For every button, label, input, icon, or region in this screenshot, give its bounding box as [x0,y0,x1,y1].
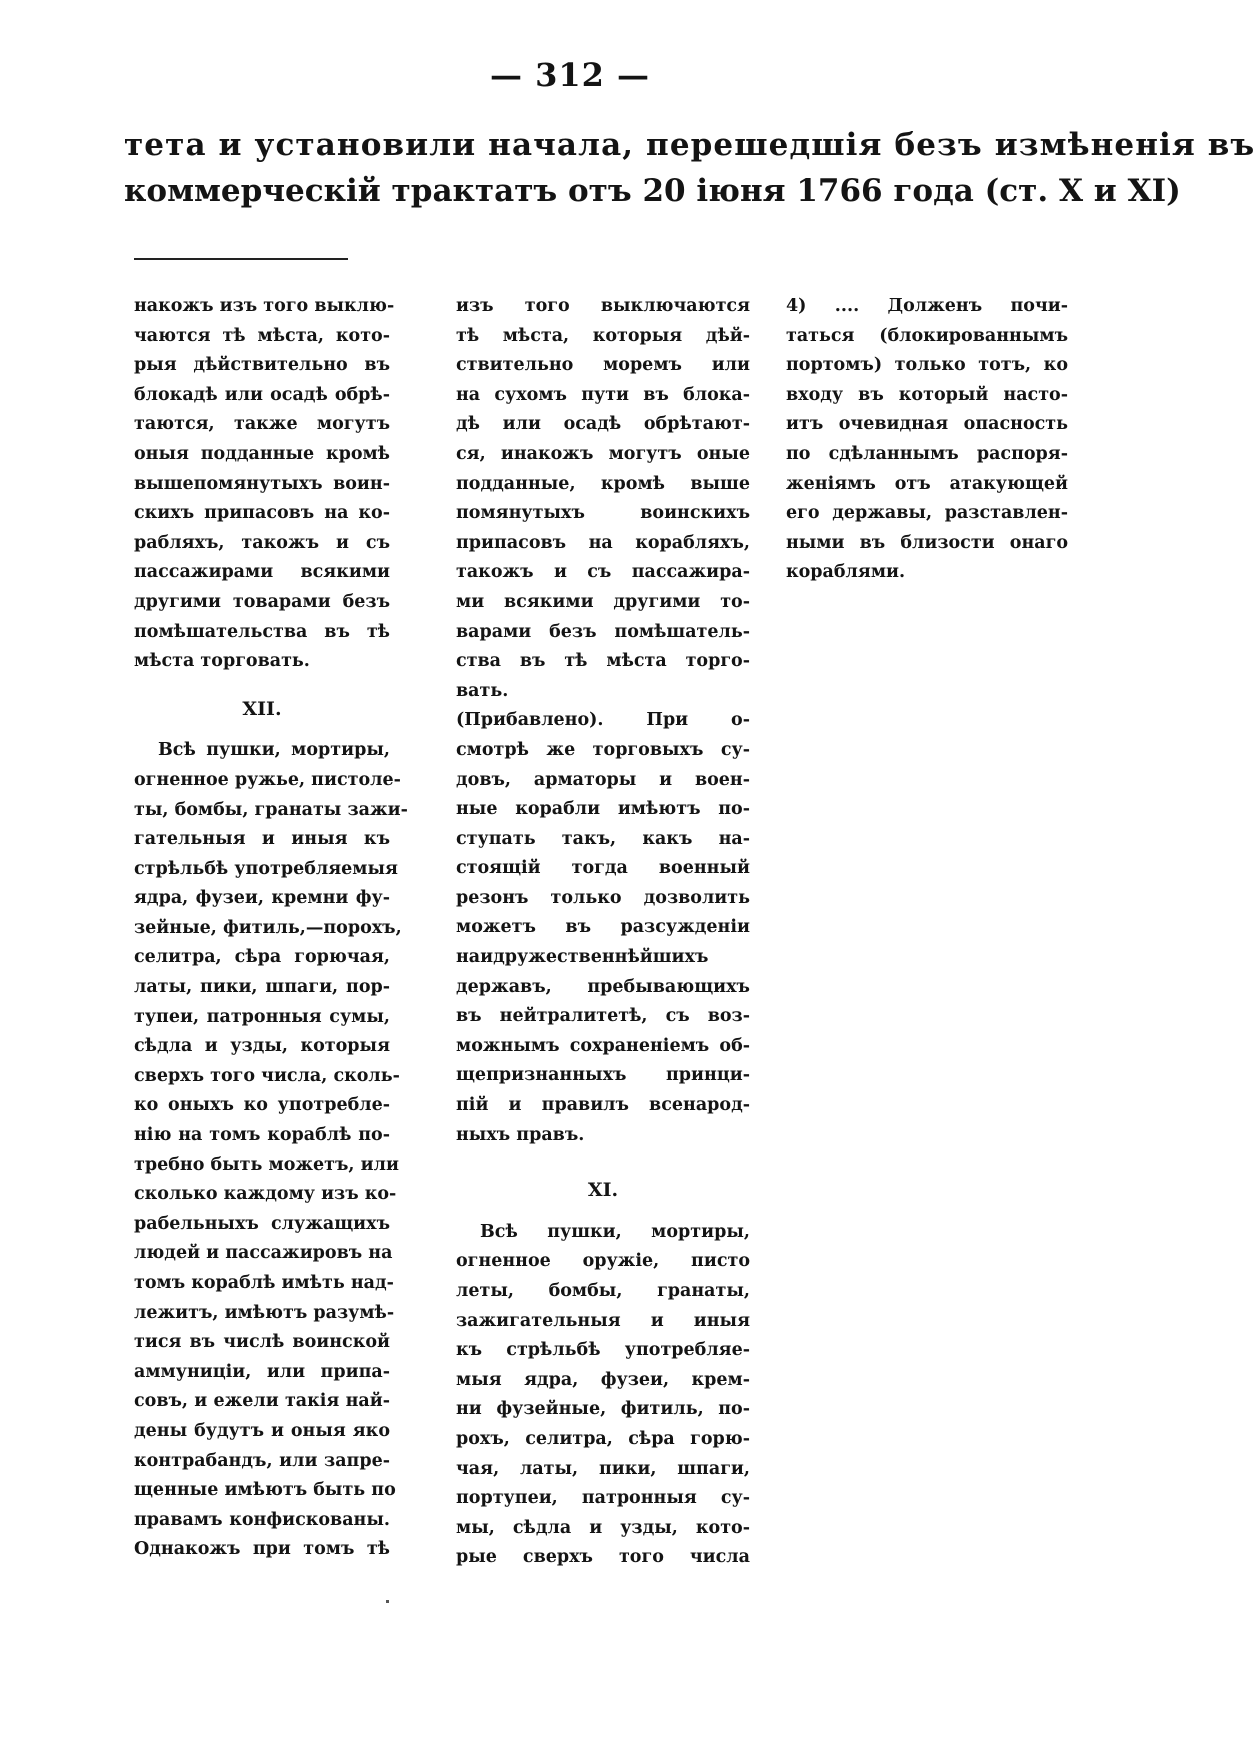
text-line: ты, бомбы, гранаты зажи- [134,799,408,820]
text-line: резонъ только дозволить [456,887,750,908]
text-line: помѣшательства въ тѣ [134,621,390,642]
text-line: леты, бомбы, гранаты, [456,1281,750,1301]
text-line: чая, латы, пики, шпаги, [456,1458,750,1479]
text-line: его державы, разставлен- [786,503,1068,524]
column-right-footnote [786,292,1068,588]
text-line: варами безъ помѣшатель- [456,621,750,642]
text-line: довъ, арматоры и воен- [456,769,750,790]
text-line: стоящій тогда военный [456,858,750,879]
text-line: Однакожъ при томъ тѣ [134,1539,390,1560]
text-line: ко оныхъ ко употребле- [134,1095,390,1116]
intro-line: тета и установили начала, перешедшія безъ измѣненія въ [124,127,1255,163]
text-line: ступать такъ, какъ на- [456,828,750,849]
text-line: портомъ) только тотъ, ко [786,355,1068,376]
text-line: селитра, сѣра горючая, [134,947,390,968]
text-line: нію на томъ кораблѣ по- [134,1125,390,1146]
text-line: ныхъ правъ. [456,1124,585,1145]
text-line: огненное ружье, пистоле- [134,769,401,790]
intro-line: коммерческій трактатъ отъ 20 іюня 1766 года (ст. X и XI) [124,173,1181,209]
text-line: правамъ конфискованы. [134,1509,390,1530]
paragraph [456,292,750,706]
text-line: на сухомъ пути въ блока- [456,384,750,405]
text-line: рохъ, селитра, сѣра горю- [456,1428,750,1449]
text-line: такожъ и съ пассажира- [456,562,750,583]
text-line: лежитъ, имѣютъ разумѣ- [134,1302,395,1323]
text-line: помянутыхъ воинскихъ [456,503,750,524]
text-line: щенные имѣютъ быть по [134,1480,396,1501]
text-line: тися въ числѣ воинской [134,1332,390,1353]
text-line: по сдѣланнымъ распоря- [786,443,1068,464]
text-line: аммуниціи, или припа- [134,1361,390,1382]
text-line: пій и правилъ всенарод- [456,1095,750,1116]
text-line: рые сверхъ того числа [456,1547,750,1568]
paragraph [134,292,395,677]
text-line: совъ, и ежели такія най- [134,1391,390,1412]
text-line: мыя ядра, фузеи, крем- [456,1369,750,1390]
text-line: контрабандъ, или запре- [134,1450,390,1471]
print-speck [386,1600,389,1603]
text-line: другими товарами безъ [134,591,390,612]
text-line: портупеи, патронныя су- [456,1488,750,1509]
intro-paragraph [124,122,1255,214]
text-line: накожъ изъ того выклю- [134,296,395,316]
paragraph [456,1218,750,1573]
text-line: сверхъ того числа, сколь- [134,1065,400,1086]
footnote-paragraph [786,292,1068,588]
text-line: 4) .... Долженъ почи- [786,296,1068,316]
text-line: ни фузейные, фитиль, по- [456,1399,750,1420]
text-line: гательныя и иныя къ [134,829,390,850]
text-line: ся, инакожъ могутъ оные [456,443,750,464]
text-line: ные корабли имѣютъ по- [456,799,750,820]
text-line: оныя подданные кромѣ [134,443,390,464]
text-line: ми всякими другими то- [456,591,750,612]
paragraph [456,706,750,1150]
text-line: таются, также могутъ [134,414,390,435]
text-line: вать. [456,680,509,701]
text-line: можетъ въ разсужденіи [456,917,750,938]
text-line: тѣ мѣста, которыя дѣй- [456,325,750,346]
text-line: латы, пики, шпаги, пор- [134,977,390,998]
text-line: людей и пассажировъ на [134,1243,393,1264]
text-line: зейные, фитиль,—порохъ, [134,917,402,938]
section-heading: XI. [587,1179,619,1202]
text-line: стрѣльбѣ употребляемыя [134,858,398,879]
text-line: мѣста торговать. [134,651,310,672]
text-line: блокадѣ или осадѣ обрѣ- [134,384,390,405]
text-line: огненное оружіе, писто [456,1251,750,1272]
text-line: Всѣ пушки, мортиры, [158,740,390,761]
text-line: сколько каждому изъ ко- [134,1184,397,1205]
text-line: рабельныхъ служащихъ [134,1213,390,1234]
text-line: дѣ или осадѣ обрѣтают- [456,414,750,435]
text-line: рабляхъ, такожъ и съ [134,532,390,553]
text-line: сѣдла и узды, которыя [134,1036,390,1057]
footnote-rule [134,258,348,260]
text-line: томъ кораблѣ имѣть над- [134,1273,394,1293]
text-line: требно быть можетъ, или [134,1154,399,1175]
text-line: ными въ близости онаго [786,532,1068,553]
text-line: кораблями. [786,562,906,583]
column-middle [456,292,750,1573]
text-line: дены будутъ и оныя яко [134,1420,390,1441]
text-line: щепризнанныхъ принци- [456,1065,750,1086]
column-left [134,292,408,1565]
text-line: рыя дѣйствительно въ [134,355,390,376]
text-line: зажигательныя и иныя [456,1310,750,1331]
text-line: можнымъ сохраненіемъ об- [456,1035,750,1056]
text-line: итъ очевидная опасность [786,414,1068,435]
text-line: ствительно моремъ или [456,355,750,376]
page-number: — 312 — [489,56,651,94]
text-line: къ стрѣльбѣ употребляе- [456,1340,750,1361]
text-line: ядра, фузеи, кремни фу- [134,888,390,909]
text-line: Всѣ пушки, мортиры, [480,1221,750,1242]
text-line: подданные, кромѣ выше [456,473,750,494]
text-line: скихъ припасовъ на ко- [134,503,390,524]
text-line: смотрѣ же торговыхъ су- [456,739,750,760]
text-line: таться (блокированнымъ [786,325,1068,346]
text-line: мы, сѣдла и узды, кото- [456,1517,750,1538]
text-line: припасовъ на корабляхъ, [456,532,750,553]
text-line: женіямъ отъ атакующей [786,473,1068,494]
paragraph [134,736,408,1565]
text-line: изъ того выключаются [456,296,750,316]
text-line: наидружественнѣйшихъ [456,947,709,968]
text-line: ства въ тѣ мѣста торго- [456,651,750,672]
text-line: (Прибавлено). При о- [456,710,750,731]
text-line: чаются тѣ мѣста, кото- [134,325,390,346]
text-line: пассажирами всякими [134,562,390,583]
text-line: входу въ который насто- [786,384,1068,405]
text-line: вышепомянутыхъ воин- [134,473,390,494]
text-line: тупеи, патронныя сумы, [134,1006,390,1027]
section-heading: XII. [242,697,282,720]
text-line: державъ, пребывающихъ [456,976,750,997]
text-line: въ нейтралитетѣ, съ воз- [456,1006,750,1027]
